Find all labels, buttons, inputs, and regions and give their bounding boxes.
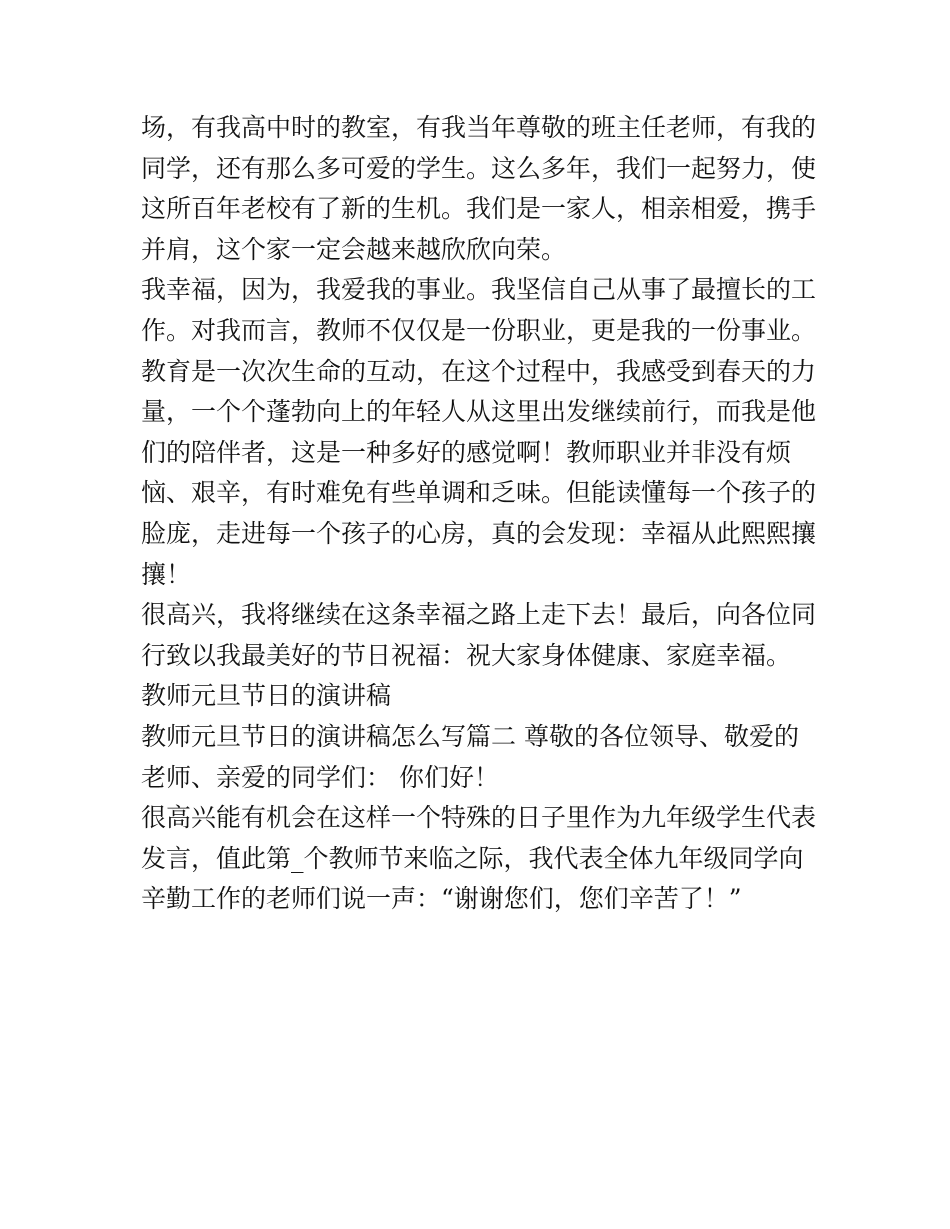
- text-line: 场，有我高中时的教室，有我当年尊敬的班主任老师，有我的: [141, 113, 817, 142]
- section-heading: 教师元旦节日的演讲稿: [141, 681, 392, 711]
- text-line: 很高兴，我将继续在这条幸福之路上走下去！最后，向各位同: [141, 600, 817, 630]
- text-line: 教育是一次次生命的互动，在这个过程中，我感受到春天的力: [141, 356, 817, 386]
- text-line: 量，一个个蓬勃向上的年轻人从这里出发继续前行，而我是他: [141, 397, 817, 427]
- text-line: 老师、亲爱的同学们： 你们好！: [141, 762, 499, 792]
- text-line: 攘！: [141, 559, 192, 589]
- text-line: 并肩，这个家一定会越来越欣欣向荣。: [141, 234, 567, 264]
- text-line: 很高兴能有机会在这样一个特殊的日子里作为九年级学生代表: [141, 803, 817, 833]
- text-line: 教师元旦节日的演讲稿怎么写篇二 尊敬的各位领导、敬爱的: [141, 721, 799, 751]
- text-line: 脸庞，走进每一个孩子的心房，真的会发现：幸福从此熙熙攘: [141, 518, 817, 548]
- text-line: 恼、艰辛，有时难免有些单调和乏味。但能读懂每一个孩子的: [141, 478, 817, 508]
- text-line: 我幸福，因为，我爱我的事业。我坚信自己从事了最擅长的工: [141, 275, 817, 305]
- text-line: 们的陪伴者，这是一种多好的感觉啊！教师职业并非没有烦: [141, 437, 792, 467]
- text-line: 行致以我最美好的节日祝福：祝大家身体健康、家庭幸福。: [141, 640, 792, 670]
- document-body: [141, 108, 821, 920]
- text-line: 发言，值此第_个教师节来临之际，我代表全体九年级同学向: [141, 843, 804, 873]
- text-line: 同学，还有那么多可爱的学生。这么多年，我们一起努力，使: [141, 153, 817, 183]
- text-line: 辛勤工作的老师们说一声：“谢谢您们，您们辛苦了！”: [141, 884, 742, 914]
- text-line: 这所百年老校有了新的生机。我们是一家人，相亲相爱，携手: [141, 194, 817, 224]
- text-line: 作。对我而言，教师不仅仅是一份职业，更是我的一份事业。: [141, 315, 817, 345]
